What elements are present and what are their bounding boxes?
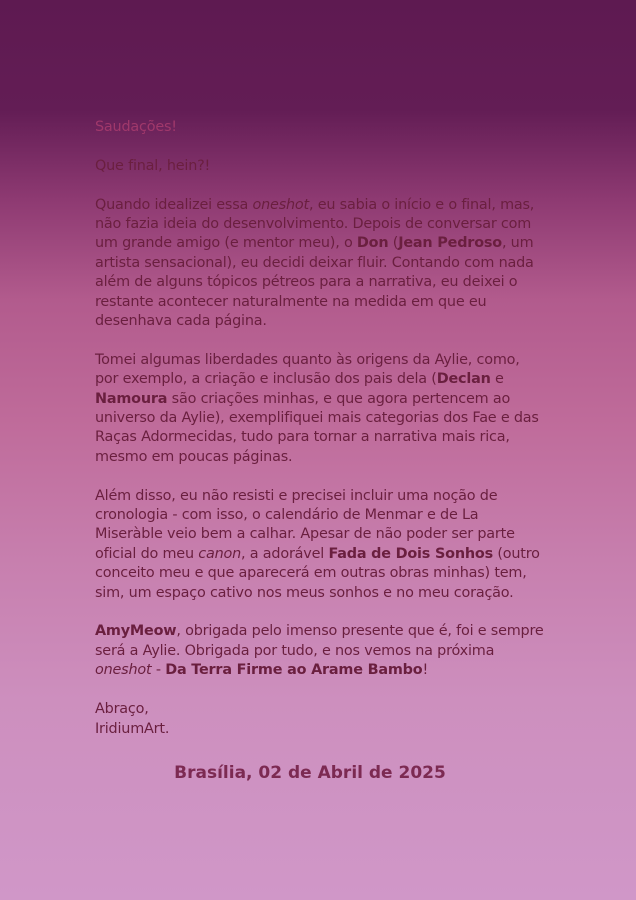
greeting: Saudações! <box>95 119 177 135</box>
paragraph-4 <box>95 622 545 680</box>
p1-oneshot: oneshot <box>252 196 309 213</box>
date-line: Brasília, 02 de Abril de 2025 <box>174 763 446 783</box>
p1-don: Don <box>356 235 389 252</box>
paragraph-2 <box>95 351 545 467</box>
p3-canon: canon <box>198 545 242 562</box>
p3-text-b: , a adorável <box>241 545 329 562</box>
p1-jean-pedroso: Jean Pedroso <box>398 235 502 252</box>
p2-text-a: Tomei algumas liberdades quanto às origens da Aylie, como, por exemplo, a criação e inclusão dos pais dela ( <box>95 351 520 388</box>
letter-body <box>95 118 545 739</box>
p4-text-c: ! <box>422 662 429 679</box>
signature: IridiumArt. <box>95 720 170 737</box>
p1-text-b: , eu sabia o início e o final, mas, não fazia ideia do desenvolvimento. Depois de conversar com um grande amigo (e mentor meu), o <box>95 196 535 252</box>
p1-text-c: ( <box>388 235 399 252</box>
p4-oneshot: oneshot <box>95 662 152 679</box>
opening-line: Que final, hein?! <box>95 157 211 174</box>
p4-next-title: Da Terra Firme ao Arame Bambo <box>165 662 423 679</box>
p4-amymeow: AmyMeow <box>95 623 177 640</box>
paragraph-3 <box>95 487 545 603</box>
closing: Abraço, <box>95 701 149 718</box>
p1-text-a: Quando idealizei essa <box>95 196 253 213</box>
p4-text-a: , obrigada pelo imenso presente que é, foi e sempre será a Aylie. Obrigada por tudo, e nos vemos na próxima <box>95 623 544 659</box>
p3-text-a: Além disso, eu não resisti e precisei incluir uma noção de cronologia - com isso, o calendário de Menmar e de La Miseràble veio bem a calhar. Apesar de não poder ser parte oficial do meu <box>95 487 515 562</box>
p2-text-b: e <box>490 371 504 388</box>
p2-declan: Declan <box>436 371 491 388</box>
p3-text-c: (outro conceito meu e que aparecerá em outras obras minhas) tem, sim, um espaço cativo nos meus sonhos e no meu coração. <box>95 545 540 601</box>
p1-text-d: , um artista sensacional), eu decidi deixar fluir. Contando com nada além de alguns tópicos pétreos para a narrativa, eu deixei o restante acontecer naturalmente na medida em que eu desenhava cada página. <box>95 235 534 330</box>
paragraph-1 <box>95 196 545 332</box>
p4-text-b: - <box>151 662 166 679</box>
p2-text-c: são criações minhas, e que agora pertencem ao universo da Aylie), exemplifiquei mais categorias dos Fae e das Raças Adormecidas, tudo para tornar a narrativa mais rica, mesmo em poucas páginas. <box>95 390 539 465</box>
p2-namoura: Namoura <box>95 390 168 407</box>
p3-fada: Fada de Dois Sonhos <box>328 545 493 562</box>
